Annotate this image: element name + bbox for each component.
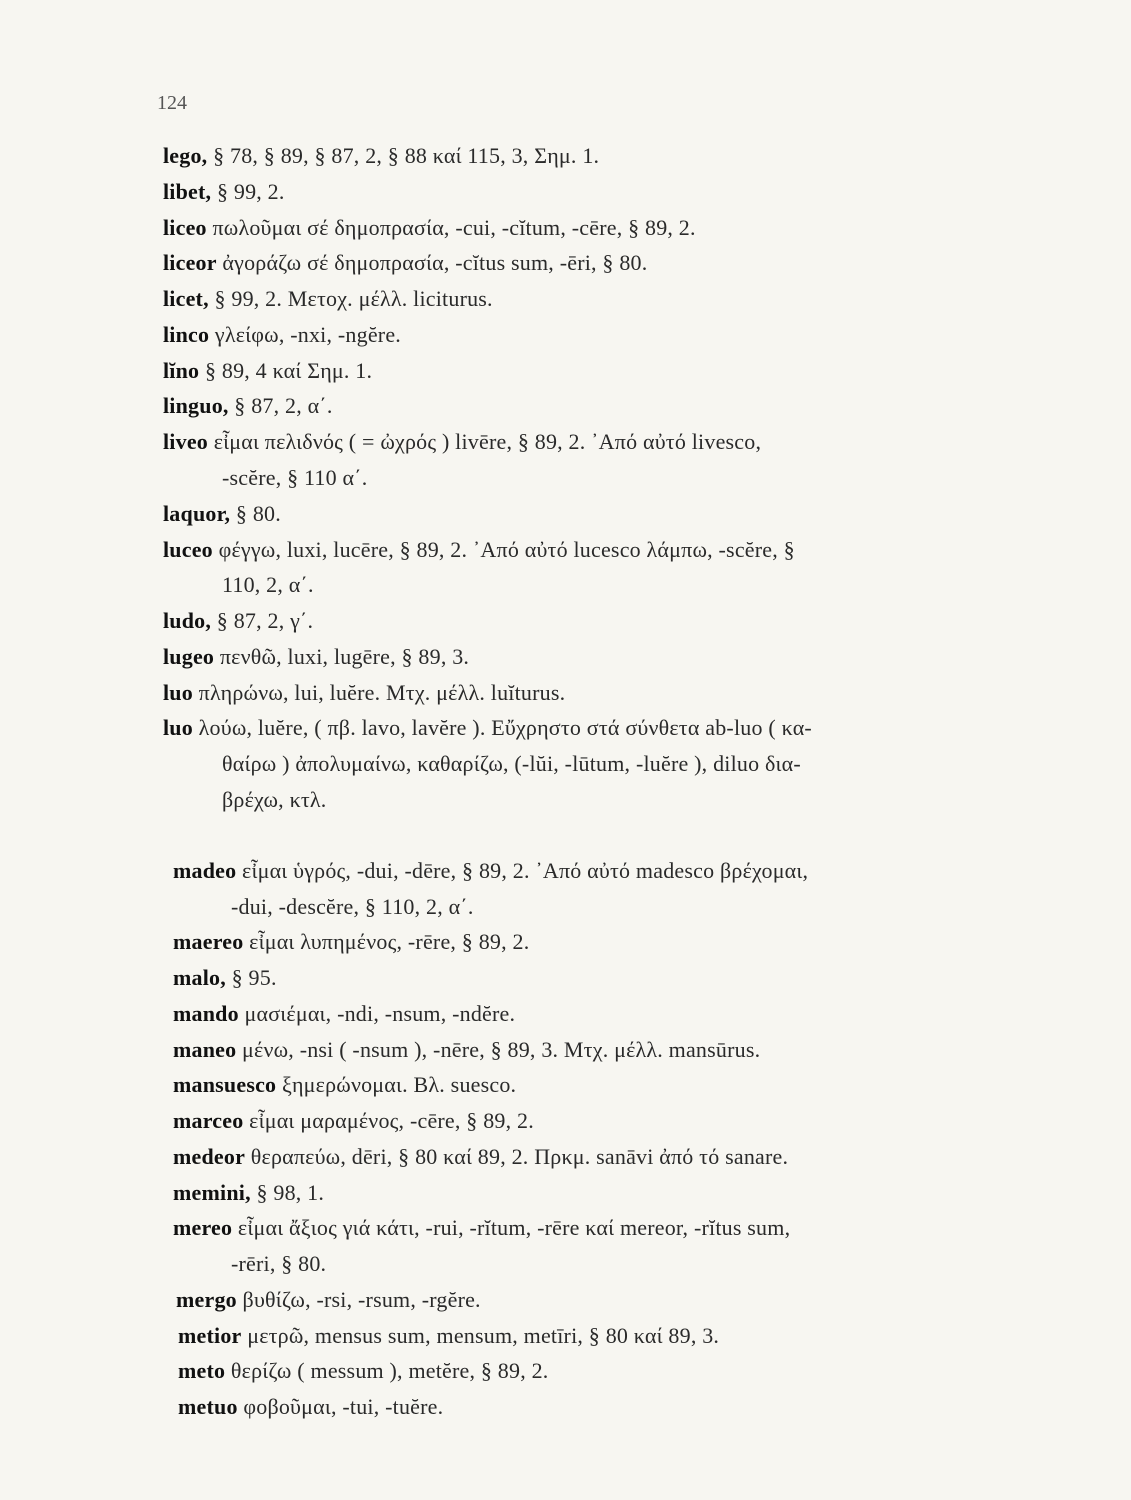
entry-headword: liceor <box>163 250 217 275</box>
entry-headword: metuo <box>178 1394 238 1419</box>
entry-headword: mereo <box>173 1215 233 1240</box>
entry-headword: liveo <box>163 429 208 454</box>
entry-definition: § 87, 2, γ΄. <box>211 608 314 633</box>
entry-headword: maneo <box>173 1037 237 1062</box>
entry-line <box>173 1108 534 1134</box>
entry-line <box>178 1358 549 1384</box>
entry-continuation-line <box>222 465 367 491</box>
entry-headword: mando <box>173 1001 239 1026</box>
entry-headword: meto <box>178 1358 226 1383</box>
entry-headword: maereo <box>173 929 244 954</box>
entry-definition: § 95. <box>225 965 277 990</box>
entry-headword: mergo <box>176 1287 237 1312</box>
entry-headword: lĭno <box>163 358 200 383</box>
entry-definition: θερίζω ( messum ), metĕre, § 89, 2. <box>225 1358 549 1383</box>
entry-headword: memini, <box>173 1180 251 1205</box>
entry-definition: γλείφω, -nxi, -ngĕre. <box>209 322 401 347</box>
entry-definition: μετρῶ, mensus sum, mensum, metīri, § 80 καί 89, 3. <box>241 1323 720 1348</box>
entry-definition: βυθίζω, -rsi, -rsum, -rgĕre. <box>236 1287 481 1312</box>
entry-continuation-line <box>222 572 314 598</box>
entry-continuation-line <box>222 787 326 813</box>
page-number: 124 <box>157 92 187 114</box>
entry-line <box>163 215 696 241</box>
entry-definition: βρέχω, κτλ. <box>222 787 327 812</box>
entry-definition: § 87, 2, α΄. <box>228 393 333 418</box>
entry-definition: § 99, 2. Μετοχ. μέλλ. liciturus. <box>208 286 493 311</box>
entry-headword: luceo <box>163 537 213 562</box>
entry-headword: luo <box>163 680 193 705</box>
entry-definition: § 99, 2. <box>211 179 285 204</box>
entry-definition: 110, 2, α΄. <box>222 572 314 597</box>
entry-headword: ludo, <box>163 608 212 633</box>
entry-headword: liceo <box>163 215 207 240</box>
entry-headword: madeo <box>173 858 237 883</box>
entry-definition: ξημερώνομαι. Βλ. suesco. <box>276 1072 517 1097</box>
entry-line <box>176 1287 481 1313</box>
entry-line <box>163 393 333 419</box>
entry-definition: θεραπεύω, dēri, § 80 καί 89, 2. Πρκμ. sanāvi ἀπό τό sanare. <box>245 1144 789 1169</box>
entry-line <box>173 965 277 991</box>
entry-line <box>173 1037 760 1063</box>
entry-definition: -dui, -descĕre, § 110, 2, α΄. <box>231 894 474 919</box>
entry-line <box>173 1072 516 1098</box>
entry-definition: θαίρω ) ἀπολυμαίνω, καθαρίζω, (-lŭi, -lūtum, -luĕre ), diluo δια- <box>222 751 801 776</box>
entry-headword: lugeo <box>163 644 215 669</box>
entry-headword: luo <box>163 715 193 740</box>
entry-line <box>173 929 529 955</box>
entry-definition: φέγγω, luxi, lucēre, § 89, 2. ᾽Από αὐτό lucesco λάμπω, -scĕre, § <box>212 537 795 562</box>
entry-definition: φοβοῦμαι, -tui, -tuĕre. <box>237 1394 444 1419</box>
entry-line <box>173 858 808 884</box>
entry-definition: § 78, § 89, § 87, 2, § 88 καί 115, 3, Σημ. 1. <box>207 143 600 168</box>
entry-definition: § 80. <box>230 501 281 526</box>
entry-headword: malo, <box>173 965 226 990</box>
entry-line <box>163 286 493 312</box>
entry-line <box>163 715 812 741</box>
entry-headword: metior <box>178 1323 242 1348</box>
entry-definition: § 98, 1. <box>250 1180 325 1205</box>
entry-line <box>178 1323 719 1349</box>
entry-headword: linguo, <box>163 393 229 418</box>
entry-line <box>163 608 313 634</box>
entry-line <box>173 1001 515 1027</box>
entry-definition: λούω, luĕre, ( πβ. lavo, lavĕre ). Εὔχρηστο στά σύνθετα ab-luo ( κα- <box>192 715 812 740</box>
entry-line <box>163 322 401 348</box>
entry-continuation-line <box>222 751 801 777</box>
entry-definition: εἶμαι λυπημένος, -rēre, § 89, 2. <box>243 929 530 954</box>
entry-continuation-line <box>231 1251 326 1277</box>
entry-line <box>178 1394 443 1420</box>
entry-continuation-line <box>231 894 474 920</box>
entry-line <box>163 250 647 276</box>
entry-definition: § 89, 4 καί Σημ. 1. <box>199 358 373 383</box>
entry-line <box>163 429 761 455</box>
entry-definition: εἶμαι ἄξιος γιά κάτι, -rui, -rĭtum, -rēre καί mereor, -rĭtus sum, <box>232 1215 791 1240</box>
entry-definition: -rēri, § 80. <box>231 1251 327 1276</box>
entry-line <box>173 1180 324 1206</box>
entry-headword: medeor <box>173 1144 246 1169</box>
entry-line <box>163 143 599 169</box>
entry-line <box>173 1215 790 1241</box>
entry-definition: ἀγοράζω σέ δημοπρασία, -cĭtus sum, -ēri, § 80. <box>216 250 648 275</box>
entry-line <box>163 537 795 563</box>
entry-definition: εἶμαι πελιδνός ( = ὠχρός ) livēre, § 89, 2. ᾽Από αὐτό livesco, <box>208 429 762 454</box>
entry-headword: linco <box>163 322 210 347</box>
entry-headword: licet, <box>163 286 209 311</box>
entry-definition: -scĕre, § 110 α΄. <box>222 465 368 490</box>
entry-definition: πενθῶ, luxi, lugēre, § 89, 3. <box>214 644 470 669</box>
entry-definition: πωλοῦμαι σέ δημοπρασία, -cui, -cĭtum, -cēre, § 89, 2. <box>206 215 696 240</box>
entry-definition: μένω, -nsi ( -nsum ), -nēre, § 89, 3. Μτχ. μέλλ. mansūrus. <box>236 1037 761 1062</box>
entry-definition: εἶμαι μαραμένος, -cēre, § 89, 2. <box>243 1108 534 1133</box>
entry-headword: laquor, <box>163 501 231 526</box>
entry-definition: μασιέμαι, -ndi, -nsum, -ndĕre. <box>238 1001 516 1026</box>
entry-headword: mansuesco <box>173 1072 277 1097</box>
entry-definition: πληρώνω, lui, luĕre. Μτχ. μέλλ. luĭturus. <box>192 680 566 705</box>
entry-definition: εἶμαι ὑγρός, -dui, -dēre, § 89, 2. ᾽Από αὐτό madesco βρέχομαι, <box>236 858 809 883</box>
entry-line <box>163 680 565 706</box>
entry-headword: libet, <box>163 179 212 204</box>
entry-line <box>173 1144 788 1170</box>
entry-line <box>163 501 281 527</box>
entry-headword: lego, <box>163 143 208 168</box>
entry-line <box>163 358 372 384</box>
entry-line <box>163 179 285 205</box>
entry-line <box>163 644 469 670</box>
entry-headword: marceo <box>173 1108 244 1133</box>
